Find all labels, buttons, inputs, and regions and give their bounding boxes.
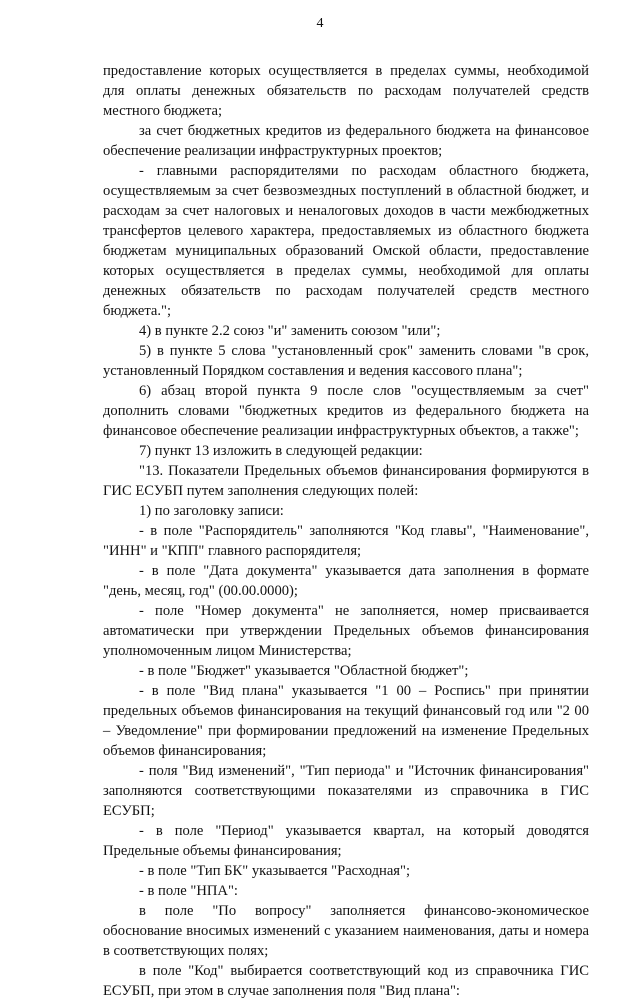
paragraph: 1) по заголовку записи: (139, 503, 284, 519)
paragraph: - главными распорядителями по расходам областного бюджета, осуществляемым за счет безвозмездных поступлений в областной бюджет, и расходам за счет налоговых и неналоговых доходов в части межбюджетных трансфертов целевого характера, предоставляемых из областного бюджета бюджетам муниципальных образований Омской области, предоставление которых осуществляется в пределах суммы, необходимой для оплаты денежных обязательств по расходам получателей средств местного бюджета."; (103, 163, 589, 319)
paragraph: - в поле "Вид плана" указывается "1 00 – Роспись" при принятии предельных объемов финансирования на текущий финансовый год или "2 00 – Уведомление" при формировании предложений на изменение Предельных объемов финансирования; (103, 683, 589, 759)
paragraph: - в поле "Распорядитель" заполняются "Код главы", "Наименование", "ИНН" и "КПП" главного распорядителя; (103, 523, 589, 559)
paragraph: за счет бюджетных кредитов из федерального бюджета на финансовое обеспечение реализации инфраструктурных проектов; (103, 123, 589, 159)
paragraph: - поле "Номер документа" не заполняется, номер присваивается автоматически при утверждении Предельных объемов финансирования уполномоченным лицом Министерства; (103, 603, 589, 659)
paragraph: 4) в пункте 2.2 союз "и" заменить союзом "или"; (139, 323, 441, 339)
paragraph: - в поле "Тип БК" указывается "Расходная"; (139, 863, 411, 879)
paragraph: 6) абзац второй пункта 9 после слов "осуществляемым за счет" дополнить словами "бюджетных кредитов из федерального бюджета на финансовое обеспечение реализации инфраструктурных объектов, а также"; (103, 383, 589, 439)
paragraph: "13. Показатели Предельных объемов финансирования формируются в ГИС ЕСУБП путем заполнения следующих полей: (103, 463, 589, 499)
page-number: 4 (316, 16, 324, 31)
document-body (103, 61, 589, 1001)
paragraph: 5) в пункте 5 слова "установленный срок" заменить словами "в срок, установленный Порядком составления и ведения кассового плана"; (103, 343, 589, 379)
paragraph: - в поле "Период" указывается квартал, на который доводятся Предельные объемы финансирования; (103, 823, 589, 859)
paragraph: - в поле "НПА": (139, 883, 238, 899)
paragraph: в поле "Код" выбирается соответствующий код из справочника ГИС ЕСУБП, при этом в случае заполнения поля "Вид плана": (103, 963, 589, 999)
paragraph: предоставление которых осуществляется в пределах суммы, необходимой для оплаты денежных обязательств по расходам получателей средств местного бюджета; (103, 63, 589, 119)
paragraph: - в поле "Дата документа" указывается дата заполнения в формате "день, месяц, год" (00.00.0000); (103, 563, 589, 599)
paragraph: - в поле "Бюджет" указывается "Областной бюджет"; (139, 663, 469, 679)
paragraph: 7) пункт 13 изложить в следующей редакции: (139, 443, 423, 459)
paragraph: в поле "По вопросу" заполняется финансово-экономическое обоснование вносимых изменений с указанием наименования, даты и номера в соответствующих полях; (103, 903, 589, 959)
paragraph: - поля "Вид изменений", "Тип периода" и "Источник финансирования" заполняются соответствующими показателями из справочника в ГИС ЕСУБП; (103, 763, 589, 819)
